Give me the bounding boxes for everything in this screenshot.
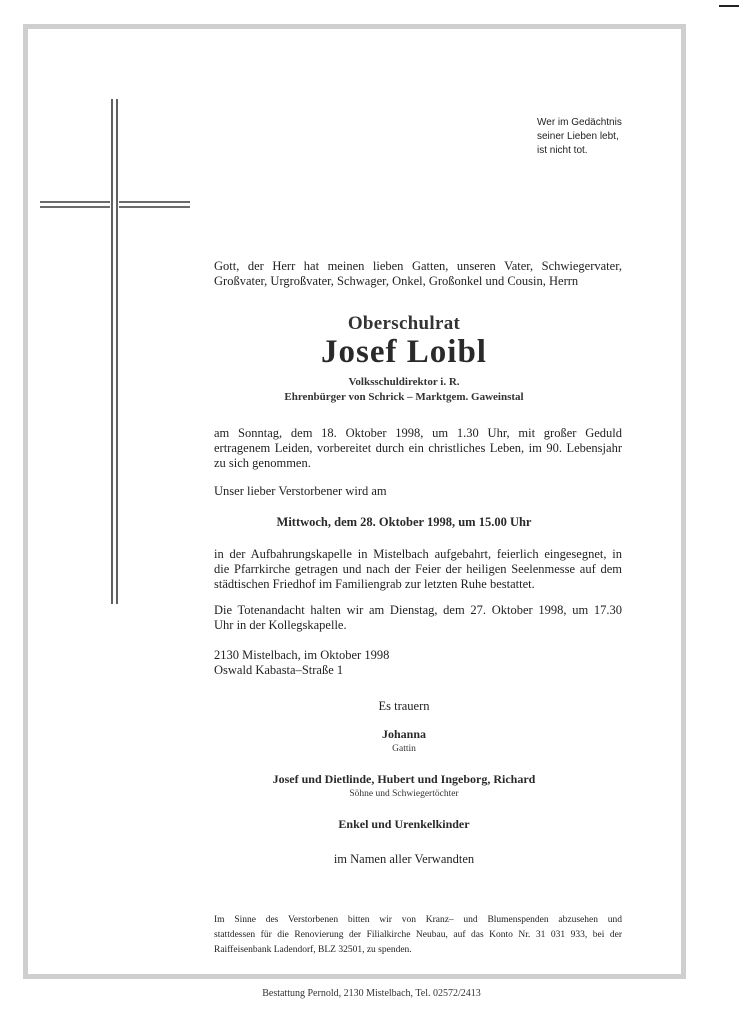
cross-vertical-bar (110, 99, 119, 604)
mourner-name: Josef und Dietlinde, Hubert und Ingeborg, Richard (272, 772, 536, 786)
address-block (214, 648, 389, 678)
address-line: 2130 Mistelbach, im Oktober 1998 (214, 648, 390, 662)
deceased-honors (214, 375, 594, 405)
deceased-name: Josef Loibl (321, 334, 487, 370)
funeral-intro: Unser lieber Verstorbener wird am (214, 484, 387, 498)
motto-line: ist nicht tot. (537, 145, 588, 156)
mourner-name: Johanna (381, 727, 427, 741)
intro-line: Großvater, Urgroßvater, Schwager, Onkel, Großonkel und Cousin, Herrn (214, 274, 579, 288)
deceased-position: Volksschuldirektor i. R. (348, 376, 460, 388)
motto-line: seiner Lieben lebt, (537, 131, 619, 142)
request-line: Im Sinne des Verstorbenen bitten wir von Kranz– und Blumenspenden abzusehen und (214, 915, 622, 925)
mourner-name: Enkel und Urenkelkinder (338, 817, 470, 831)
intro-line: Gott, der Herr hat meinen lieben Gatten, unseren Vater, Schwiegervater, (214, 259, 622, 273)
funeral-date: Mittwoch, dem 28. Oktober 1998, um 15.00 Uhr (276, 515, 532, 529)
page-border (23, 24, 686, 979)
vigil-line: Die Totenandacht halten wir am Dienstag, dem 27. Oktober 1998, um 17.30 (214, 603, 622, 617)
donation-request (214, 913, 622, 958)
request-line: stattdessen für die Renovierung der Filialkirche Neubau, auf das Konto Nr. 31 031 933, bei der (214, 930, 622, 940)
undertaker-footer: Bestattung Pernold, 2130 Mistelbach, Tel. 02572/2413 (262, 988, 481, 999)
address-line: Oswald Kabasta–Straße 1 (214, 663, 344, 677)
deceased-title: Oberschulrat (347, 313, 461, 334)
deceased-honor: Ehrenbürger von Schrick – Marktgem. Gaweinstal (284, 391, 524, 403)
motto (537, 116, 622, 158)
death-line: ertragenem Leiden, vorbereitet durch ein christliches Leben, im 90. Lebensjahr (214, 441, 622, 455)
request-line: Raiffeisenbank Ladendorf, BLZ 32501, zu spenden. (214, 945, 412, 955)
cross-horizontal-bar (40, 198, 190, 212)
funeral-line: städtischen Friedhof im Familiengrab zur letzten Ruhe bestattet. (214, 577, 535, 591)
mourner-relation: Gattin (392, 744, 416, 754)
corner-mark (719, 5, 739, 7)
death-line: zu sich genommen. (214, 456, 311, 470)
vigil-line: Uhr in der Kollegskapelle. (214, 618, 347, 632)
mourner-relation: Söhne und Schwiegertöchter (349, 789, 459, 799)
intro-paragraph (214, 259, 622, 289)
funeral-line: in der Aufbahrungskapelle in Mistelbach aufgebahrt, feierlich eingesegnet, in (214, 547, 622, 561)
funeral-line: die Pfarrkirche getragen und nach der Feier der heiligen Seelenmesse auf dem (214, 562, 622, 576)
mourners-heading: Es trauern (378, 699, 430, 713)
mourners-closing: im Namen aller Verwandten (333, 852, 475, 866)
motto-line: Wer im Gedächtnis (537, 117, 622, 128)
vigil-paragraph (214, 603, 622, 633)
death-paragraph (214, 426, 622, 471)
funeral-paragraph (214, 547, 622, 592)
death-line: am Sonntag, dem 18. Oktober 1998, um 1.30 Uhr, mit großer Geduld (214, 426, 622, 440)
